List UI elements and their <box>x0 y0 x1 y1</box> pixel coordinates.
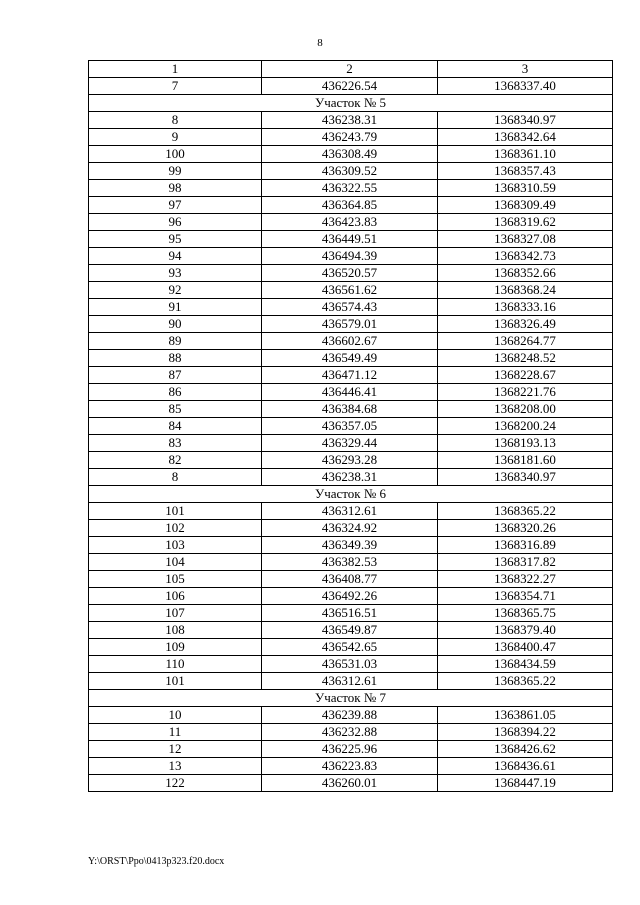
section-row <box>89 690 613 707</box>
table-row <box>89 469 613 486</box>
cell-y-coordinate: 1368326.49 <box>438 316 613 333</box>
cell-x-coordinate: 436322.55 <box>262 180 438 197</box>
table-row <box>89 231 613 248</box>
cell-y-coordinate: 1368342.73 <box>438 248 613 265</box>
cell-x-coordinate: 436531.03 <box>262 656 438 673</box>
cell-x-coordinate: 436324.92 <box>262 520 438 537</box>
cell-point-number: 102 <box>89 520 262 537</box>
cell-point-number: 104 <box>89 554 262 571</box>
table-body <box>89 78 613 792</box>
cell-x-coordinate: 436408.77 <box>262 571 438 588</box>
cell-point-number: 105 <box>89 571 262 588</box>
table-row <box>89 299 613 316</box>
cell-x-coordinate: 436309.52 <box>262 163 438 180</box>
cell-y-coordinate: 1368365.75 <box>438 605 613 622</box>
cell-point-number: 97 <box>89 197 262 214</box>
table-row <box>89 503 613 520</box>
coordinates-table <box>88 60 613 792</box>
cell-point-number: 95 <box>89 231 262 248</box>
table-row <box>89 129 613 146</box>
table-row <box>89 639 613 656</box>
cell-x-coordinate: 436349.39 <box>262 537 438 554</box>
cell-y-coordinate: 1368361.10 <box>438 146 613 163</box>
table-row <box>89 265 613 282</box>
cell-x-coordinate: 436260.01 <box>262 775 438 792</box>
cell-point-number: 100 <box>89 146 262 163</box>
table-row <box>89 588 613 605</box>
table-row <box>89 520 613 537</box>
cell-y-coordinate: 1368319.62 <box>438 214 613 231</box>
cell-y-coordinate: 1368317.82 <box>438 554 613 571</box>
cell-point-number: 10 <box>89 707 262 724</box>
cell-x-coordinate: 436471.12 <box>262 367 438 384</box>
section-label: Участок № 7 <box>89 690 613 707</box>
cell-point-number: 101 <box>89 673 262 690</box>
cell-point-number: 90 <box>89 316 262 333</box>
cell-x-coordinate: 436449.51 <box>262 231 438 248</box>
cell-x-coordinate: 436293.28 <box>262 452 438 469</box>
cell-point-number: 13 <box>89 758 262 775</box>
cell-x-coordinate: 436239.88 <box>262 707 438 724</box>
cell-point-number: 110 <box>89 656 262 673</box>
table-row <box>89 452 613 469</box>
cell-y-coordinate: 1363861.05 <box>438 707 613 724</box>
cell-point-number: 93 <box>89 265 262 282</box>
table-row <box>89 554 613 571</box>
table-row <box>89 418 613 435</box>
cell-x-coordinate: 436226.54 <box>262 78 438 95</box>
cell-y-coordinate: 1368368.24 <box>438 282 613 299</box>
cell-y-coordinate: 1368340.97 <box>438 112 613 129</box>
cell-x-coordinate: 436549.49 <box>262 350 438 367</box>
cell-y-coordinate: 1368436.61 <box>438 758 613 775</box>
cell-point-number: 122 <box>89 775 262 792</box>
cell-y-coordinate: 1368357.43 <box>438 163 613 180</box>
cell-point-number: 88 <box>89 350 262 367</box>
cell-point-number: 87 <box>89 367 262 384</box>
cell-x-coordinate: 436574.43 <box>262 299 438 316</box>
table-row <box>89 350 613 367</box>
cell-x-coordinate: 436238.31 <box>262 112 438 129</box>
cell-y-coordinate: 1368400.47 <box>438 639 613 656</box>
cell-y-coordinate: 1368320.26 <box>438 520 613 537</box>
cell-y-coordinate: 1368327.08 <box>438 231 613 248</box>
section-row <box>89 486 613 503</box>
column-header-x: 2 <box>262 61 438 78</box>
cell-y-coordinate: 1368365.22 <box>438 673 613 690</box>
column-header-y: 3 <box>438 61 613 78</box>
cell-x-coordinate: 436223.83 <box>262 758 438 775</box>
cell-point-number: 7 <box>89 78 262 95</box>
cell-y-coordinate: 1368352.66 <box>438 265 613 282</box>
page-number: 8 <box>317 37 323 49</box>
cell-point-number: 94 <box>89 248 262 265</box>
cell-y-coordinate: 1368379.40 <box>438 622 613 639</box>
cell-point-number: 96 <box>89 214 262 231</box>
cell-x-coordinate: 436232.88 <box>262 724 438 741</box>
cell-y-coordinate: 1368447.19 <box>438 775 613 792</box>
table-row <box>89 197 613 214</box>
cell-point-number: 84 <box>89 418 262 435</box>
table-row <box>89 673 613 690</box>
cell-y-coordinate: 1368310.59 <box>438 180 613 197</box>
cell-x-coordinate: 436312.61 <box>262 503 438 520</box>
section-label: Участок № 5 <box>89 95 613 112</box>
cell-x-coordinate: 436243.79 <box>262 129 438 146</box>
cell-y-coordinate: 1368337.40 <box>438 78 613 95</box>
table-row <box>89 401 613 418</box>
cell-x-coordinate: 436423.83 <box>262 214 438 231</box>
table-row <box>89 758 613 775</box>
table-row <box>89 605 613 622</box>
table-row <box>89 333 613 350</box>
cell-point-number: 99 <box>89 163 262 180</box>
cell-y-coordinate: 1368394.22 <box>438 724 613 741</box>
cell-point-number: 12 <box>89 741 262 758</box>
cell-x-coordinate: 436492.26 <box>262 588 438 605</box>
table-row <box>89 316 613 333</box>
table-row <box>89 163 613 180</box>
cell-point-number: 103 <box>89 537 262 554</box>
cell-x-coordinate: 436494.39 <box>262 248 438 265</box>
table-row <box>89 180 613 197</box>
table-row <box>89 435 613 452</box>
cell-y-coordinate: 1368434.59 <box>438 656 613 673</box>
cell-point-number: 8 <box>89 112 262 129</box>
cell-y-coordinate: 1368181.60 <box>438 452 613 469</box>
table-row <box>89 248 613 265</box>
cell-point-number: 86 <box>89 384 262 401</box>
cell-y-coordinate: 1368354.71 <box>438 588 613 605</box>
cell-y-coordinate: 1368228.67 <box>438 367 613 384</box>
cell-point-number: 91 <box>89 299 262 316</box>
cell-x-coordinate: 436225.96 <box>262 741 438 758</box>
cell-point-number: 83 <box>89 435 262 452</box>
cell-x-coordinate: 436549.87 <box>262 622 438 639</box>
cell-y-coordinate: 1368193.13 <box>438 435 613 452</box>
cell-x-coordinate: 436312.61 <box>262 673 438 690</box>
cell-y-coordinate: 1368322.27 <box>438 571 613 588</box>
table-row <box>89 282 613 299</box>
cell-point-number: 11 <box>89 724 262 741</box>
table-row <box>89 214 613 231</box>
cell-point-number: 85 <box>89 401 262 418</box>
table-row <box>89 384 613 401</box>
cell-x-coordinate: 436308.49 <box>262 146 438 163</box>
table-row <box>89 622 613 639</box>
cell-point-number: 82 <box>89 452 262 469</box>
cell-point-number: 109 <box>89 639 262 656</box>
table-row <box>89 656 613 673</box>
table-row <box>89 537 613 554</box>
cell-x-coordinate: 436602.67 <box>262 333 438 350</box>
cell-point-number: 9 <box>89 129 262 146</box>
cell-x-coordinate: 436357.05 <box>262 418 438 435</box>
table-row <box>89 367 613 384</box>
cell-x-coordinate: 436384.68 <box>262 401 438 418</box>
cell-y-coordinate: 1368342.64 <box>438 129 613 146</box>
cell-point-number: 92 <box>89 282 262 299</box>
column-header-point: 1 <box>89 61 262 78</box>
table-row <box>89 78 613 95</box>
cell-x-coordinate: 436238.31 <box>262 469 438 486</box>
cell-y-coordinate: 1368264.77 <box>438 333 613 350</box>
cell-y-coordinate: 1368200.24 <box>438 418 613 435</box>
cell-point-number: 101 <box>89 503 262 520</box>
table-row <box>89 112 613 129</box>
cell-point-number: 108 <box>89 622 262 639</box>
table-header-row <box>89 61 613 78</box>
cell-x-coordinate: 436382.53 <box>262 554 438 571</box>
cell-point-number: 89 <box>89 333 262 350</box>
cell-x-coordinate: 436520.57 <box>262 265 438 282</box>
cell-x-coordinate: 436561.62 <box>262 282 438 299</box>
table-row <box>89 707 613 724</box>
cell-y-coordinate: 1368208.00 <box>438 401 613 418</box>
table-row <box>89 741 613 758</box>
cell-y-coordinate: 1368426.62 <box>438 741 613 758</box>
cell-y-coordinate: 1368333.16 <box>438 299 613 316</box>
cell-x-coordinate: 436542.65 <box>262 639 438 656</box>
cell-x-coordinate: 436446.41 <box>262 384 438 401</box>
table-row <box>89 146 613 163</box>
cell-x-coordinate: 436516.51 <box>262 605 438 622</box>
cell-point-number: 98 <box>89 180 262 197</box>
cell-x-coordinate: 436329.44 <box>262 435 438 452</box>
cell-y-coordinate: 1368316.89 <box>438 537 613 554</box>
table-row <box>89 724 613 741</box>
cell-x-coordinate: 436579.01 <box>262 316 438 333</box>
section-row <box>89 95 613 112</box>
cell-point-number: 8 <box>89 469 262 486</box>
cell-point-number: 107 <box>89 605 262 622</box>
table-row <box>89 571 613 588</box>
cell-y-coordinate: 1368248.52 <box>438 350 613 367</box>
cell-y-coordinate: 1368340.97 <box>438 469 613 486</box>
table-row <box>89 775 613 792</box>
cell-point-number: 106 <box>89 588 262 605</box>
footer-file-path: Y:\ORST\Ppo\0413p323.f20.docx <box>88 856 225 867</box>
section-label: Участок № 6 <box>89 486 613 503</box>
cell-x-coordinate: 436364.85 <box>262 197 438 214</box>
cell-y-coordinate: 1368309.49 <box>438 197 613 214</box>
cell-y-coordinate: 1368221.76 <box>438 384 613 401</box>
cell-y-coordinate: 1368365.22 <box>438 503 613 520</box>
